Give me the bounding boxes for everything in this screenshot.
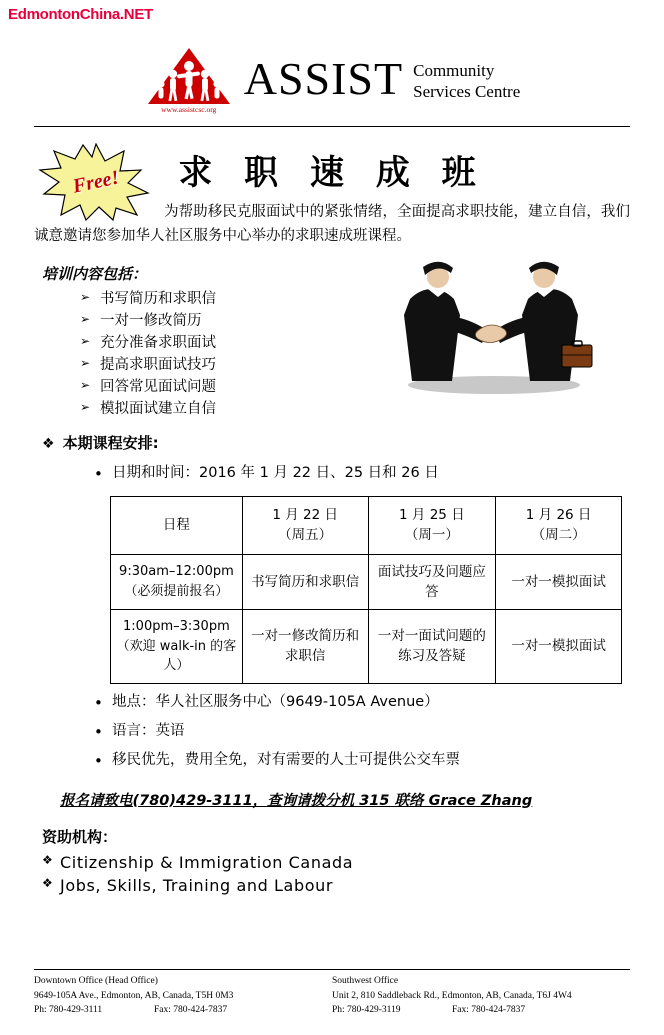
content-list (80, 288, 630, 420)
content-heading: 培训内容包括： (42, 264, 148, 283)
office-phone: Ph: 780-429-3119 (332, 1004, 401, 1015)
table-header-line2: （周五） (278, 527, 333, 544)
site-watermark: EdmontonChina.NET (8, 6, 153, 23)
office-name: Southwest Office (332, 976, 399, 987)
list-item: ➢ 一对一修改简历 (80, 310, 630, 332)
table-cell: 书写简历和求职信 (242, 554, 368, 610)
footer-office-southwest (332, 974, 630, 1017)
title-block (34, 127, 630, 199)
intro-text: 为帮助移民克服面试中的紧张情绪，全面提高求职技能，建立自信，我们诚意邀请您参加华人社区服务中心举办的求职速成班课程。 (34, 204, 630, 244)
list-item: ➢ 书写简历和求职信 (80, 288, 630, 310)
page-title: 求 职 速 成 班 (178, 153, 486, 193)
list-item: • 语言：英语 (94, 717, 630, 746)
list-item: ➢ 充分准备求职面试 (80, 332, 630, 354)
free-badge-label: Free! (70, 165, 122, 198)
table-cell: 面试技巧及问题应答 (368, 554, 496, 610)
org-wordmark: ASSIST (243, 53, 404, 104)
table-cell: 一对一面试问题的练习及答疑 (368, 610, 496, 684)
schedule-heading-label: 本期课程安排: (62, 434, 159, 453)
logo-url-text: www.assistcsc.org (161, 105, 217, 114)
list-item: ❖ Jobs, Skills, Training and Labour (42, 874, 630, 897)
table-header-line2: （周一） (404, 527, 459, 544)
funders-list (42, 851, 630, 897)
list-item: ➢ 回答常见面试问题 (80, 376, 630, 398)
list-item: • 日期和时间：2016 年 1 月 22 日、25 日和 26 日 (94, 459, 630, 488)
table-cell-time (111, 610, 243, 684)
table-header-cell (368, 497, 496, 555)
office-fax: Fax: 780-424-7837 (154, 1004, 228, 1015)
office-fax: Fax: 780-424-7837 (452, 1004, 526, 1015)
content-section (34, 263, 630, 420)
table-header-cell: 日程 (111, 497, 243, 555)
letterhead (34, 28, 630, 122)
org-subtitle-line2: Services Centre (413, 82, 521, 101)
table-header-row (111, 497, 622, 555)
table-cell: 一对一模拟面试 (496, 554, 622, 610)
assist-logo-icon (144, 46, 234, 112)
table-header-line1: 1 月 22 日 (272, 507, 338, 524)
org-subtitle (413, 56, 520, 103)
list-item: ❖ Citizenship & Immigration Canada (42, 851, 630, 874)
footer-divider (34, 969, 630, 970)
table-header-line1: 1 月 25 日 (399, 507, 465, 524)
footer-office-downtown (34, 974, 332, 1017)
office-address: Unit 2, 810 Saddleback Rd., Edmonton, AB, Canada, T6J 4W4 (332, 990, 572, 1001)
time-line1: 1:00pm–3:30pm (123, 619, 230, 635)
schedule-heading (42, 432, 630, 453)
table-header-line1: 1 月 26 日 (525, 507, 592, 524)
page-footer (34, 969, 630, 1017)
office-phone: Ph: 780-429-3111 (34, 1004, 103, 1015)
list-item: • 移民优先，费用全免，对有需要的人士可提供公交车票 (94, 746, 630, 775)
table-header-line2: （周二） (531, 527, 586, 544)
details-list (94, 688, 630, 775)
org-subtitle-line1: Community (413, 60, 495, 80)
schedule-table (110, 496, 622, 684)
table-cell-time (111, 554, 243, 610)
table-header-cell (242, 497, 368, 555)
time-line1: 9:30am–12:00pm (119, 564, 234, 580)
diamond-bullet-icon: ❖ (42, 436, 55, 453)
office-address: 9649-105A Ave., Edmonton, AB, Canada, T5H 0M3 (34, 990, 234, 1001)
time-line2: （欢迎 walk-in 的客人） (116, 638, 237, 674)
list-item: • 地点：华人社区服务中心（9649-105A Avenue） (94, 688, 630, 717)
funders-heading: 资助机构： (42, 827, 118, 846)
time-line2: （必须提前报名） (124, 583, 229, 599)
free-badge (36, 143, 156, 221)
table-header-cell (496, 497, 622, 555)
list-item: ➢ 提高求职面试技巧 (80, 354, 630, 376)
registration-callout: 报名请致电(780)429-3111，查询请拨分机 315 联络 Grace Zhang (60, 792, 533, 809)
list-item: ➢ 模拟面试建立自信 (80, 398, 630, 420)
table-row (111, 554, 622, 610)
table-cell: 一对一修改简历和求职信 (242, 610, 368, 684)
schedule-date-list (94, 459, 630, 488)
table-row (111, 610, 622, 684)
office-name: Downtown Office (Head Office) (34, 976, 158, 987)
table-cell: 一对一模拟面试 (496, 610, 622, 684)
